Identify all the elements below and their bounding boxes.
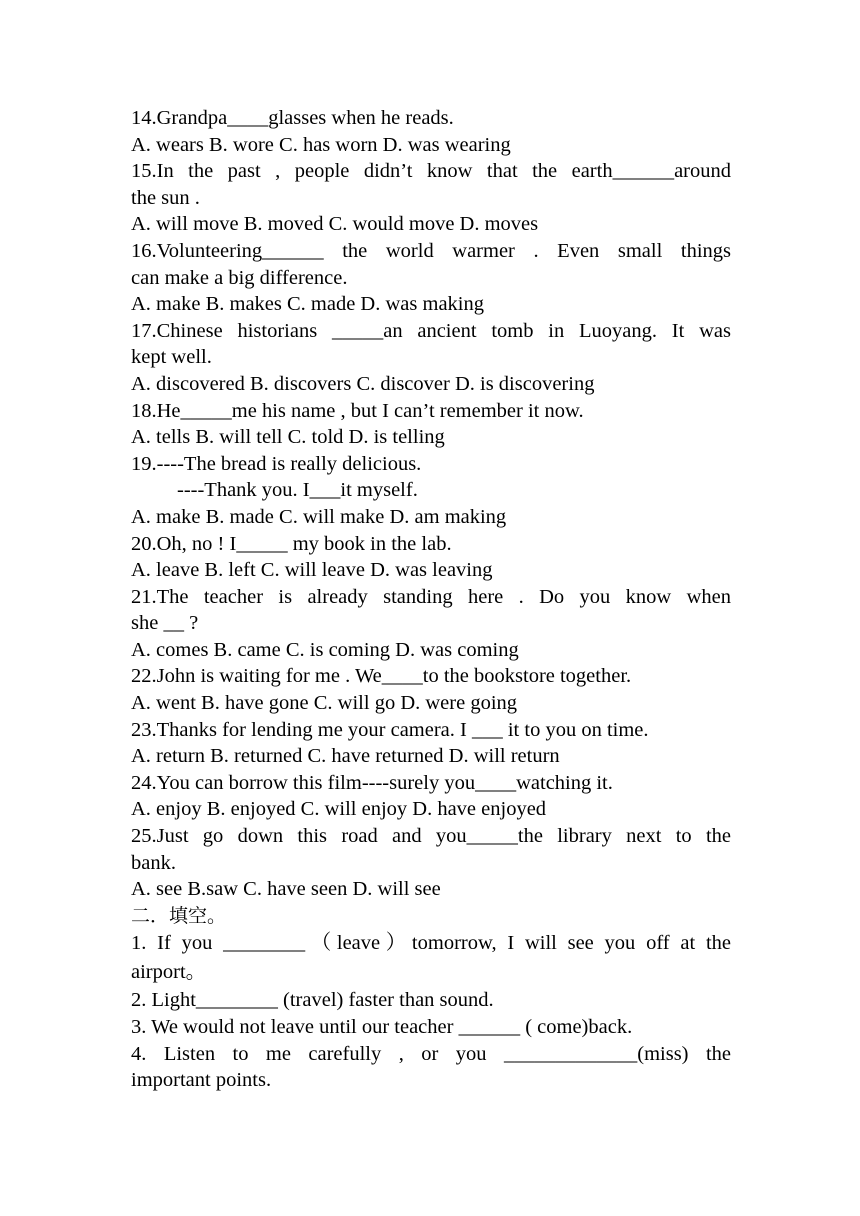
question-14 (131, 105, 731, 158)
question-stem-line2: ----Thank you. I___it myself. (177, 479, 418, 502)
question-25 (131, 823, 731, 903)
question-options: A. make B. makes C. made D. was making (131, 293, 484, 316)
fill-line1: 3. We would not leave until our teacher ______ ( come)back. (131, 1016, 633, 1038)
question-23 (131, 717, 731, 770)
question-options: A. make B. made C. will make D. am making (131, 505, 507, 528)
fill-2 (131, 987, 731, 1014)
question-stem: 18.He_____me his name , but I can’t remember it now. (131, 399, 584, 422)
question-22 (131, 663, 731, 716)
question-stem-line1: 16.Volunteering______ the world warmer . Even small things (131, 239, 731, 262)
question-stem: 14.Grandpa____glasses when he reads. (131, 107, 454, 129)
question-options: A. enjoy B. enjoyed C. will enjoy D. have enjoyed (131, 798, 547, 821)
fill-line1: 1. If you ________（leave）tomorrow, I will see you off at the (131, 932, 731, 955)
question-options: A. tells B. will tell C. told D. is telling (131, 426, 445, 449)
question-15 (131, 158, 731, 238)
question-24 (131, 770, 731, 823)
question-17 (131, 318, 731, 398)
section-title: 二．填空。 (131, 904, 227, 927)
question-stem: 22.John is waiting for me . We____to the bookstore together. (131, 665, 632, 688)
question-options: A. see B.saw C. have seen D. will see (131, 878, 441, 901)
question-options: A. return B. returned C. have returned D. will return (131, 745, 560, 768)
question-stem-line2: kept well. (131, 346, 212, 369)
question-options: A. comes B. came C. is coming D. was coming (131, 638, 519, 661)
fill-line2: airport。 (131, 961, 207, 984)
question-21 (131, 584, 731, 664)
question-stem-line2: can make a big difference. (131, 266, 348, 289)
question-stem-line2: the sun . (131, 186, 200, 209)
question-stem: 24.You can borrow this film----surely you____watching it. (131, 771, 613, 794)
worksheet (131, 105, 731, 1094)
question-stem-line1: 21.The teacher is already standing here . Do you know when (131, 585, 731, 608)
question-stem-line1: 15.In the past , people didn’t know that the earth______around (131, 160, 731, 183)
fill-3 (131, 1014, 731, 1041)
question-stem-line2: she __ ? (131, 612, 199, 635)
fill-line2: important points. (131, 1069, 272, 1092)
question-stem-line1: 19.----The bread is really delicious. (131, 452, 422, 475)
fill-1 (131, 929, 731, 987)
question-options: A. leave B. left C. will leave D. was leaving (131, 559, 493, 582)
question-stem: 23.Thanks for lending me your camera. I ___ it to you on time. (131, 718, 649, 741)
fill-4 (131, 1041, 731, 1094)
question-stem: 20.Oh, no ! I_____ my book in the lab. (131, 532, 452, 555)
question-18 (131, 398, 731, 451)
question-options: A. will move B. moved C. would move D. moves (131, 213, 539, 236)
fill-line1: 2. Light________ (travel) faster than sound. (131, 989, 494, 1012)
question-options: A. wears B. wore C. has worn D. was wearing (131, 133, 511, 156)
question-stem-line1: 17.Chinese historians _____an ancient tomb in Luoyang. It was (131, 319, 731, 342)
question-20 (131, 531, 731, 584)
question-stem-line1: 25.Just go down this road and you_____the library next to the (131, 825, 731, 848)
question-16 (131, 238, 731, 318)
question-options: A. discovered B. discovers C. discover D. is discovering (131, 372, 595, 395)
question-options: A. went B. have gone C. will go D. were going (131, 692, 518, 715)
question-stem-line2: bank. (131, 851, 176, 874)
fill-line1: 4. Listen to me carefully , or you _____________(miss) the (131, 1042, 731, 1065)
question-19 (131, 451, 731, 531)
